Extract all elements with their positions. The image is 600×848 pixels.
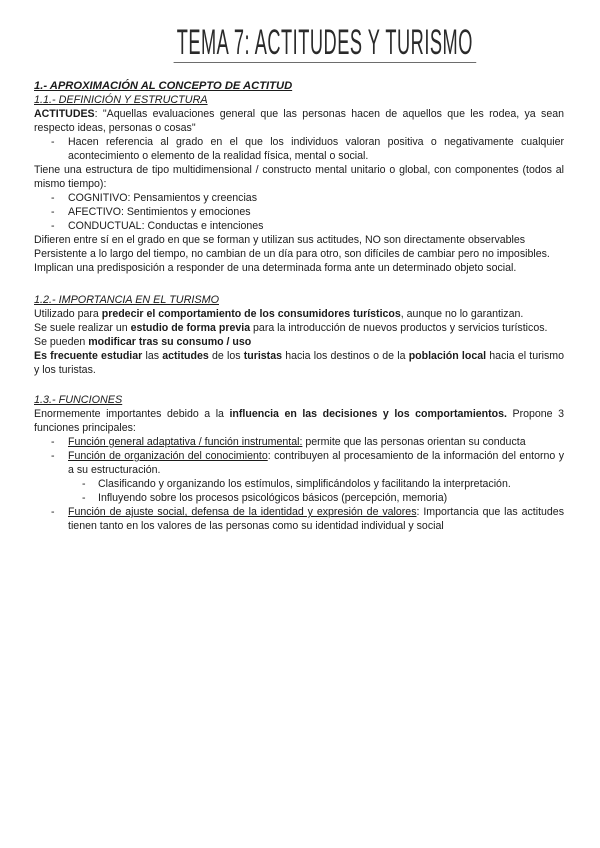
text-run: las (142, 350, 163, 362)
paragraph-estructura: Tiene una estructura de tipo multidimensional / constructo mental unitario o global, con componentes (todos al mismo tiempo): (34, 164, 564, 190)
paragraph-persistente: Persistente a lo largo del tiempo, no cambian de un día para otro, son difíciles de cambiar pero no imposibles. (34, 248, 550, 260)
list-item-conductual (34, 219, 564, 233)
text-run: AFECTIVO: Sentimientos y emociones (68, 206, 251, 218)
bullet-dash: - (51, 506, 55, 518)
paragraph-predecir (34, 307, 564, 321)
text-run (68, 449, 564, 477)
list-item-referencia (34, 135, 564, 163)
text-run (68, 435, 564, 449)
text-run: Hacen referencia al grado en el que los individuos valoran positiva o negativamente cualquier acontecimiento o elemento de la realidad física, mental o social. (68, 136, 564, 162)
text-run: Propone 3 funciones principales: (34, 408, 564, 434)
text-run: Clasificando y organizando los estímulos, simplificándolos y facilitando la interpretación. (98, 478, 511, 490)
text-run (68, 505, 564, 533)
heading-section-1-2: 1.2.- IMPORTANCIA EN EL TURISMO (34, 294, 219, 306)
list-item-funcion-ajuste-social (34, 505, 564, 533)
paragraph-implican: Implican una predisposición a responder de una determinada forma ante un determinado objeto social. (34, 262, 517, 274)
paragraph-funciones-intro (34, 407, 564, 435)
bold-run: estudio de forma previa (130, 322, 251, 334)
title-row (34, 23, 564, 64)
paragraph-actitudes-definition (34, 107, 564, 135)
bullet-dash: - (82, 478, 86, 490)
bold-run: Es frecuente estudiar (34, 350, 143, 362)
text-run: Utilizado para (34, 308, 102, 320)
paragraph-estudio-previo (34, 321, 564, 335)
bullet-dash: - (51, 206, 55, 218)
text-run: Se pueden (34, 336, 89, 348)
list-item-funcion-adaptativa (34, 435, 564, 449)
bold-run: ACTITUDES (34, 108, 95, 120)
bold-run: predecir el comportamiento de los consumidores turísticos (101, 308, 401, 320)
list-item-afectivo (34, 205, 564, 219)
page-title: TEMA 7: ACTITUDES Y TURISMO (174, 26, 476, 63)
underline-run: Función de organización del conocimiento (68, 450, 268, 462)
bold-run: influencia en las decisiones y los comportamientos. (229, 408, 507, 420)
bold-run: turistas (243, 350, 282, 362)
text-run: Influyendo sobre los procesos psicológicos básicos (percepción, memoria) (98, 492, 448, 504)
text-run: , aunque no lo garantizan. (400, 308, 524, 320)
text-run: permite que las personas orientan su conducta (302, 436, 526, 448)
paragraph-frecuente-estudiar (34, 349, 564, 377)
bullet-dash: - (51, 136, 55, 148)
text-run: COGNITIVO: Pensamientos y creencias (68, 192, 257, 204)
bold-run: modificar tras su consumo / uso (88, 336, 252, 348)
text-run: : contribuyen al procesamiento de la información del entorno y a su estructuración. (68, 450, 564, 476)
bullet-dash: - (51, 220, 55, 232)
bullet-dash: - (51, 192, 55, 204)
paragraph-modificar (34, 335, 564, 349)
bold-run: actitudes (162, 350, 209, 362)
bullet-dash: - (51, 450, 55, 462)
heading-section-1-3: 1.3.- FUNCIONES (34, 394, 123, 406)
text-run: CONDUCTUAL: Conductas e intenciones (68, 220, 264, 232)
underline-run: Función de ajuste social, defensa de la identidad y expresión de valores (68, 506, 417, 518)
list-item-funcion-organizacion (34, 449, 564, 477)
sublist-item-influyendo (34, 491, 564, 505)
heading-section-1-1: 1.1.- DEFINICIÓN Y ESTRUCTURA (34, 94, 208, 106)
text-run: hacia los destinos o de la (282, 350, 409, 362)
underline-run: Función general adaptativa / función instrumental: (68, 436, 303, 448)
text-run: : "Aquellas evaluaciones general que las personas hacen de aquellos que les rodea, ya sean respecto ideas, personas o cosas" (34, 108, 564, 134)
sublist-item-clasificando (34, 477, 564, 491)
text-run: Enormemente importantes debido a la (34, 408, 230, 420)
text-run: para la introducción de nuevos productos y servicios turísticos. (250, 322, 548, 334)
bullet-dash: - (82, 492, 86, 504)
text-run: : Importancia que las actitudes tienen tanto en los valores de las personas como su identidad individual y social (68, 506, 564, 532)
text-run: hacia el turismo y los turistas. (34, 350, 564, 376)
text-run: Se suele realizar un (34, 322, 131, 334)
paragraph-difieren: Difieren entre sí en el grado en que se forman y utilizan sus actitudes, NO son directamente observables (34, 234, 526, 246)
bullet-dash: - (51, 436, 55, 448)
bold-run: población local (408, 350, 487, 362)
heading-section-1: 1.- APROXIMACIÓN AL CONCEPTO DE ACTITUD (34, 80, 293, 92)
text-run: de los (208, 350, 244, 362)
list-item-cognitivo (34, 191, 564, 205)
